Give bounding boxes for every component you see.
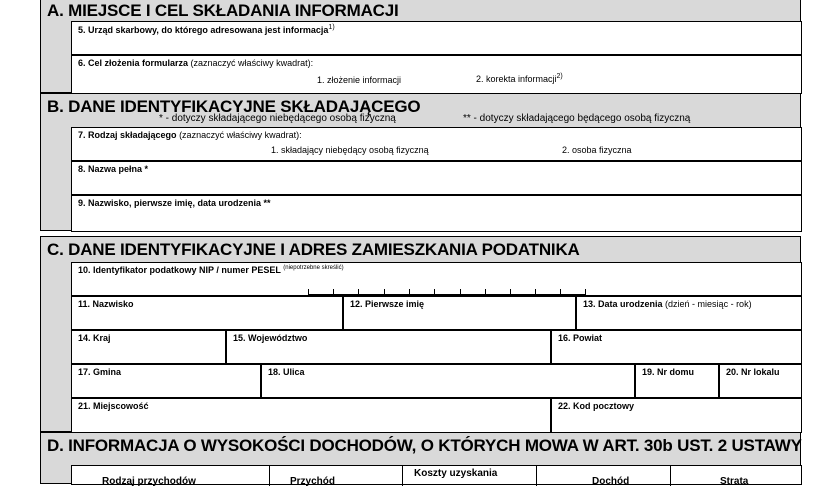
field-9-label: 9. Nazwisko, pierwsze imię, data urodzenia ** xyxy=(78,198,271,208)
field-14-label: 14. Kraj xyxy=(78,333,111,343)
field-14-country[interactable] xyxy=(71,330,226,364)
note-natural-person: ** - dotyczy składającego będącego osobą fizyczną xyxy=(463,113,691,124)
field-15-voivodeship[interactable] xyxy=(226,330,551,364)
field-6-purpose xyxy=(71,55,802,94)
field-18-label: 18. Ulica xyxy=(268,367,305,377)
option-natural-person[interactable]: 2. osoba fizyczna xyxy=(562,145,632,155)
field-21-label: 21. Miejscowość xyxy=(78,401,149,411)
option-submission[interactable]: 1. złożenie informacji xyxy=(317,75,402,85)
header-income: Dochód xyxy=(592,476,630,487)
field-8-label: 8. Nazwa pełna * xyxy=(78,164,149,174)
section-d xyxy=(40,432,802,487)
field-15-label: 15. Województwo xyxy=(233,333,308,343)
field-7-label: 7. Rodzaj składającego (zaznaczyć właściwy kwadrat): xyxy=(78,130,302,140)
field-13-birth-date[interactable] xyxy=(576,296,802,330)
field-11-surname[interactable] xyxy=(71,296,343,330)
field-22-label: 22. Kod pocztowy xyxy=(558,401,635,411)
field-8-full-name[interactable] xyxy=(71,161,802,195)
field-9-name-birthdate[interactable] xyxy=(71,195,802,232)
field-11-label: 11. Nazwisko xyxy=(78,299,134,309)
header-loss: Strata xyxy=(720,476,749,487)
section-a-title: A. MIEJSCE I CEL SKŁADANIA INFORMACJI xyxy=(47,1,399,20)
field-7-filer-type xyxy=(71,127,802,161)
section-a xyxy=(40,0,801,93)
field-17-label: 17. Gmina xyxy=(78,367,122,377)
field-18-street[interactable] xyxy=(261,364,635,398)
field-6-label: 6. Cel złożenia formularza (zaznaczyć właściwy kwadrat): xyxy=(78,58,314,68)
field-10-nip-pesel[interactable] xyxy=(71,262,802,296)
field-5-label: 5. Urząd skarbowy, do którego adresowana jest informacja$^{1)}$ xyxy=(78,24,335,35)
field-5-tax-office[interactable] xyxy=(71,21,802,55)
income-table-header xyxy=(71,465,802,485)
field-12-first-name[interactable] xyxy=(343,296,576,330)
header-income-type: Rodzaj przychodów xyxy=(102,476,196,487)
section-b-title: B. DANE IDENTYFIKACYJNE SKŁADAJĄCEGO xyxy=(47,97,421,116)
field-10-label: 10. Identyfikator podatkowy NIP / numer PESEL $^{(niepotrzebne skreślić)}$ xyxy=(78,265,344,275)
section-c-title: C. DANE IDENTYFIKACYJNE I ADRES ZAMIESZKANIA PODATNIKA xyxy=(47,240,580,259)
header-costs: Koszty uzyskania xyxy=(414,468,498,479)
field-16-county[interactable] xyxy=(551,330,802,364)
field-13-label: 13. Data urodzenia (dzień - miesiąc - rok) xyxy=(583,299,752,309)
section-b xyxy=(40,93,801,231)
field-17-municipality[interactable] xyxy=(71,364,261,398)
section-c xyxy=(40,236,801,432)
field-19-house-number[interactable] xyxy=(635,364,719,398)
option-correction[interactable]: 2. korekta informacji$^{2)}$ xyxy=(476,73,563,84)
field-12-label: 12. Pierwsze imię xyxy=(350,299,425,309)
option-non-natural-person[interactable]: 1. składający niebędący osobą fizyczną xyxy=(271,145,429,155)
field-22-postal-code[interactable] xyxy=(551,398,802,433)
field-16-label: 16. Powiat xyxy=(558,333,603,343)
section-d-title: D. INFORMACJA O WYSOKOŚCI DOCHODÓW, O KTÓRYCH MOWA W ART. 30b UST. 2 USTAWY xyxy=(47,436,802,455)
header-revenue: Przychód xyxy=(290,476,336,487)
pesel-digit-boxes xyxy=(308,289,586,295)
note-non-natural-person: * - dotyczy składającego niebędącego osobą fizyczną xyxy=(159,113,396,124)
field-21-city[interactable] xyxy=(71,398,551,433)
field-20-label: 20. Nr lokalu xyxy=(726,367,780,377)
field-19-label: 19. Nr domu xyxy=(642,367,695,377)
field-20-apartment-number[interactable] xyxy=(719,364,802,398)
